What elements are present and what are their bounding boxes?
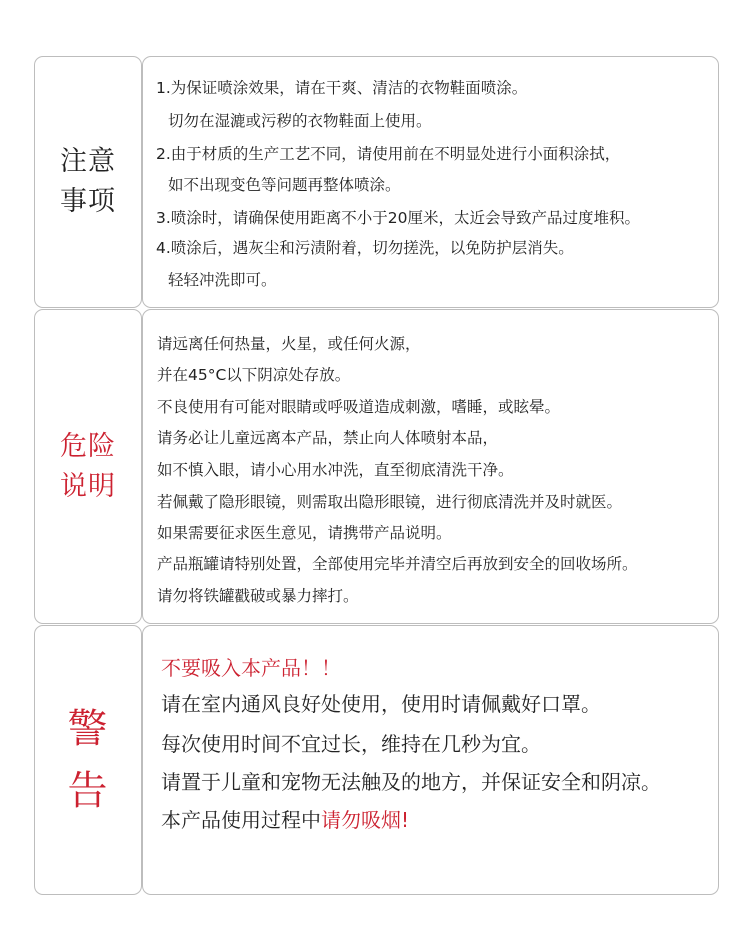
danger-title-box [34, 309, 142, 624]
warning-line-4 [161, 804, 409, 833]
danger-title-line-2: 说明 [60, 470, 116, 502]
danger-line-3: 不良使用有可能对眼睛或呼吸道造成刺激，嗜睡，或眩晕。 [157, 398, 561, 416]
notice-title-line-2: 事项 [60, 186, 116, 217]
notice-line-4: 如不出现变色等问题再整体喷涂。 [168, 176, 401, 194]
danger-line-4: 请务必让儿童远离本产品，禁止向人体喷射本品， [157, 429, 499, 447]
notice-title-line-1: 注意 [60, 146, 116, 177]
notice-line-7: 轻轻冲洗即可。 [168, 271, 277, 289]
notice-title [60, 142, 116, 222]
warning-title [68, 698, 109, 822]
warning-headline: 不要吸入本产品！！ [161, 656, 341, 680]
no-smoking-text: 请勿吸烟! [321, 808, 410, 832]
danger-line-6: 若佩戴了隐形眼镜，则需取出隐形眼镜，进行彻底清洗并及时就医。 [157, 493, 623, 511]
danger-title [60, 427, 116, 507]
danger-line-8: 产品瓶罐请特别处置，全部使用完毕并清空后再放到安全的回收场所。 [157, 555, 638, 573]
danger-line-2: 并在45°C以下阴凉处存放。 [157, 366, 351, 384]
danger-line-7: 如果需要征求医生意见，请携带产品说明。 [157, 524, 452, 542]
danger-line-5: 如不慎入眼，请小心用水冲洗，直至彻底清洗干净。 [157, 461, 514, 479]
warning-title-line-2: 告 [67, 768, 109, 814]
notice-line-6: 4.喷涂后，遇灰尘和污渍附着，切勿搓洗，以免防护层消失。 [156, 239, 574, 257]
notice-line-5: 3.喷涂时，请确保使用距离不小于20厘米，太近会导致产品过度堆积。 [156, 209, 641, 227]
warning-title-box [34, 625, 142, 895]
notice-line-1: 1.为保证喷涂效果，请在干爽、清洁的衣物鞋面喷涂。 [156, 79, 528, 97]
warning-line-2: 每次使用时间不宜过长，维持在几秒为宜。 [161, 732, 541, 756]
warning-content-box [142, 625, 719, 895]
notice-line-2: 切勿在湿漉或污秽的衣物鞋面上使用。 [168, 112, 432, 130]
notice-content-box [142, 56, 719, 308]
notice-title-box [34, 56, 142, 308]
danger-line-1: 请远离任何热量，火星，或任何火源， [157, 335, 421, 353]
danger-line-9: 请勿将铁罐戳破或暴力摔打。 [157, 587, 359, 605]
warning-line-3: 请置于儿童和宠物无法触及的地方，并保证安全和阴凉。 [161, 770, 661, 794]
danger-title-line-1: 危险 [60, 430, 116, 462]
warning-line-1: 请在室内通风良好处使用，使用时请佩戴好口罩。 [161, 692, 601, 716]
warning-line-4-text: 本产品使用过程中 [161, 808, 321, 832]
warning-title-line-1: 警 [67, 706, 109, 752]
danger-content-box [142, 309, 719, 624]
notice-line-3: 2.由于材质的生产工艺不同，请使用前在不明显处进行小面积涂拭， [156, 145, 621, 163]
